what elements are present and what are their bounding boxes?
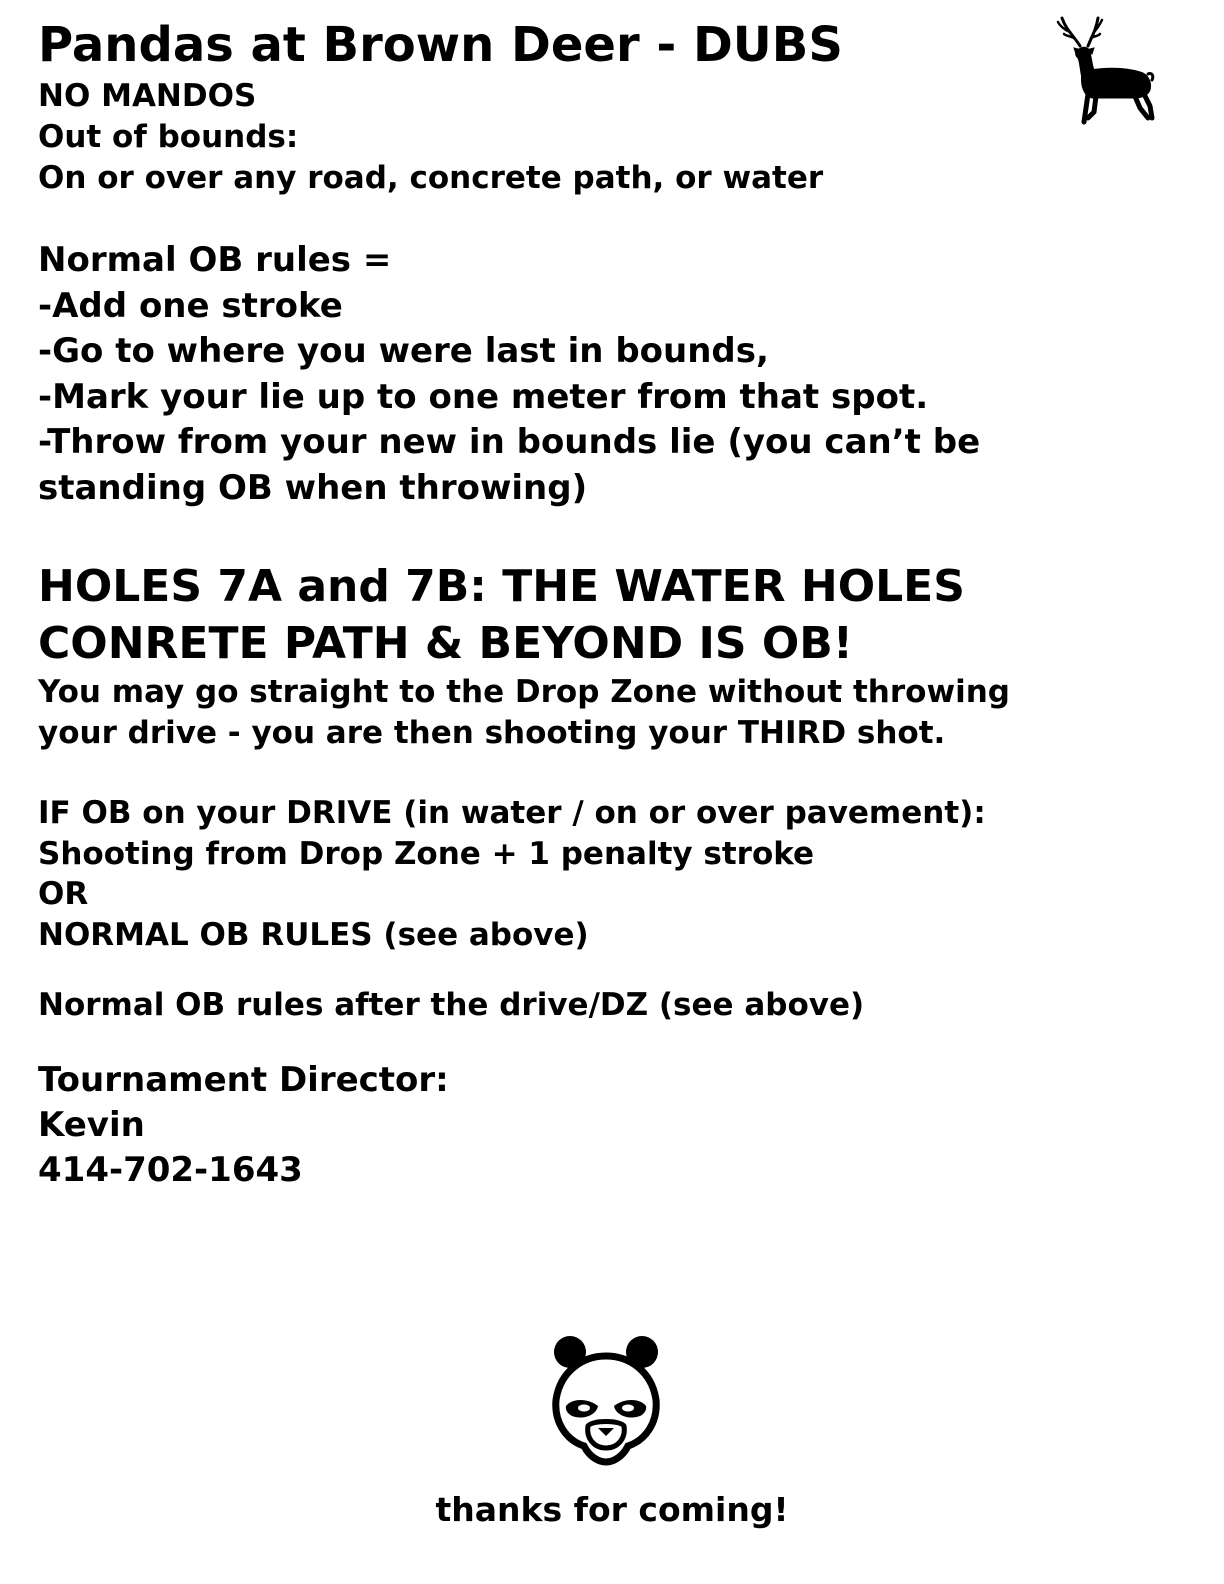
drive-ob-option: Shooting from Drop Zone + 1 penalty stroke [38, 835, 815, 872]
normal-ob-rule: -Go to where you were last in bounds, [38, 331, 769, 371]
page-title: Pandas at Brown Deer - DUBS [38, 17, 843, 73]
normal-ob-rule: -Mark your lie up to one meter from that spot. [38, 376, 929, 417]
intro-rules [38, 76, 823, 199]
td-phone: 414-702-1643 [38, 1150, 303, 1190]
normal-ob-rules [38, 238, 980, 511]
td-name: Kevin [38, 1105, 145, 1145]
water-holes-warning: CONRETE PATH & BEYOND IS OB! [38, 618, 853, 669]
no-mandos-text: NO MANDOS [38, 78, 257, 114]
out-of-bounds-label: Out of bounds: [38, 119, 299, 155]
tournament-director [38, 1058, 449, 1193]
drive-ob-option: NORMAL OB RULES (see above) [38, 916, 589, 953]
normal-ob-rule: standing OB when throwing) [38, 467, 588, 508]
drive-ob-heading: IF OB on your DRIVE (in water / on or over pavement): [38, 795, 986, 831]
panda-icon [548, 1330, 664, 1466]
td-label: Tournament Director: [38, 1060, 449, 1100]
deer-icon [1052, 12, 1158, 126]
water-holes-title: HOLES 7A and 7B: THE WATER HOLES [38, 561, 965, 612]
thanks-footer: thanks for coming! [435, 1490, 789, 1529]
drive-ob-rules [38, 793, 986, 955]
drive-ob-or: OR [38, 876, 89, 912]
out-of-bounds-definition: On or over any road, concrete path, or water [38, 160, 824, 196]
normal-ob-rule: -Throw from your new in bounds lie (you can’t be [38, 422, 981, 462]
drop-zone-description [38, 672, 1010, 754]
normal-ob-heading: Normal OB rules = [38, 240, 392, 280]
normal-ob-rule: -Add one stroke [38, 285, 343, 326]
drop-zone-line: You may go straight to the Drop Zone without throwing [38, 674, 1010, 710]
water-holes-heading [38, 558, 965, 672]
after-drive-rule: Normal OB rules after the drive/DZ (see above) [38, 987, 865, 1023]
drop-zone-line: your drive - you are then shooting your THIRD shot. [38, 715, 946, 751]
